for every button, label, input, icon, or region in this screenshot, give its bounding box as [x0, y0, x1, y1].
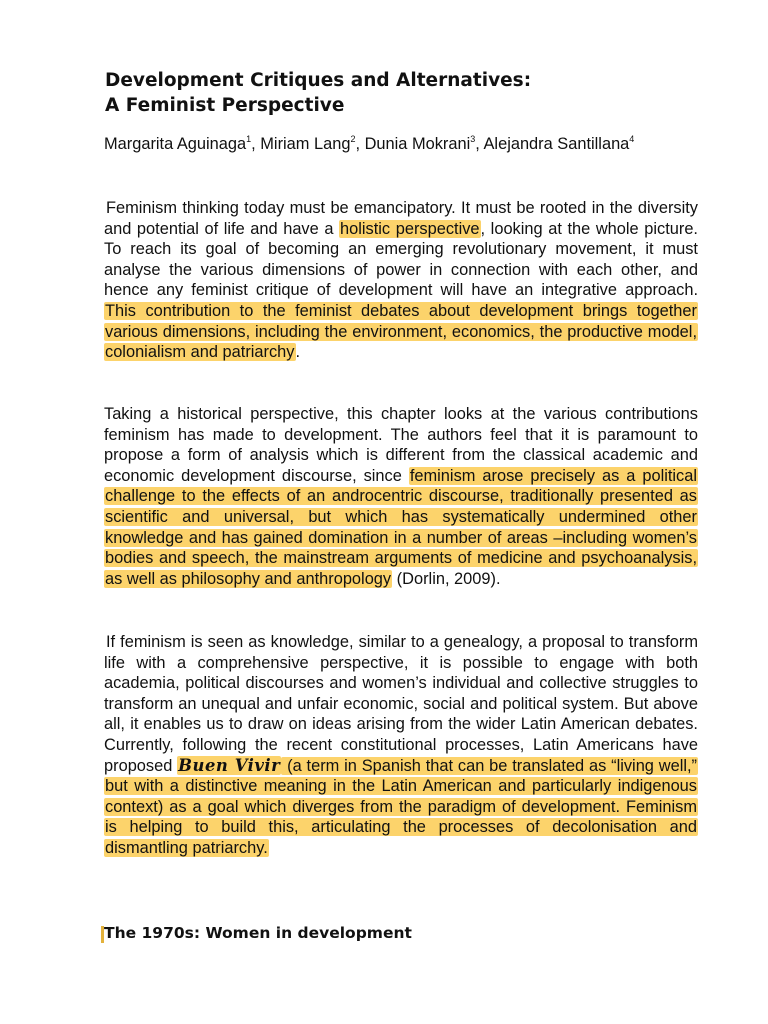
highlighted-text[interactable]: holistic perspective [340, 219, 480, 238]
body-paragraph-1 [104, 198, 698, 363]
title-line-1: Development Critiques and Alternatives: [105, 70, 532, 91]
body-paragraph-2 [104, 404, 698, 589]
text-run: (Dorlin, 2009). [392, 569, 501, 588]
section-heading: The 1970s: Women in development [104, 924, 412, 942]
highlighted-text[interactable]: (a term in Spanish that can be translated as “living well,” but with a distinctive meaning in the Latin American and particularly indigenous context) as a goal which diverges from the paradigm of development. Feminism is helping to build this, articulating the processes of decolonisation and dismantling patriarchy. [105, 756, 697, 857]
author-affiliation-mark: 3 [470, 134, 476, 144]
author-name: Miriam Lang [260, 135, 351, 153]
text-run: If feminism is seen as knowledge, similar to a genealogy, a proposal to transform life with a comprehensive perspective, it is possible to engage with both academia, political discourses and women’s individual and collective struggles to transform an unequal and unfair economic, social and political system. But above all, it enables us to draw on ideas arising from the wider Latin American debates. Currently, following the recent constitutional processes, Latin Americans have proposed [104, 633, 698, 775]
author-name: Dunia Mokrani [364, 135, 471, 153]
text-run: Taking a historical perspective, this chapter looks at the various contributions feminism has made to development. The authors feel that it is paramount to propose a form of analysis which is different from the classical academic and economic development discourse, since [104, 405, 698, 485]
document-title [105, 68, 699, 118]
body-paragraph-3 [104, 632, 698, 859]
text-run: Feminism thinking today must be emancipatory. It must be rooted in the diversity and potential of life and have a [104, 199, 698, 238]
author-name: Margarita Aguinaga [104, 135, 247, 153]
text-run: , looking at the whole picture. To reach its goal of becoming an emerging revolutionary movement, it must analyse the various dimensions of power in connection with each other, and hence any feminist critique of development will have an integrative approach. [104, 219, 698, 300]
author-name: Alejandra Santillana [483, 135, 630, 153]
author-list: Margarita Aguinaga$^1$, Miriam Lang$^2$, Dunia Mokrani$^3$, Alejandra Santillana$^4$ [104, 134, 635, 153]
highlighted-text[interactable]: This contribution to the feminist debates about development brings together various dimensions, including the environment, economics, the productive model, colonialism and patriarchy [105, 301, 697, 362]
title-line-2: A Feminist Perspective [105, 95, 345, 116]
author-affiliation-mark: 4 [629, 134, 635, 144]
highlighted-term-buen-vivir[interactable]: Buen Vivir [178, 755, 281, 775]
highlighted-text[interactable]: feminism arose precisely as a political challenge to the effects of an androcentric discourse, traditionally presented as scientific and universal, but which has systematically undermined other knowledge and has gained domination in a number of areas –including women’s bodies and speech, the mainstream arguments of medicine and psychoanalysis, as well as philosophy and anthropology [105, 466, 698, 588]
author-affiliation-mark: 2 [350, 134, 356, 144]
text-run: . [295, 343, 301, 362]
highlight-cursor-marker [101, 926, 104, 943]
author-affiliation-mark: 1 [246, 134, 252, 144]
